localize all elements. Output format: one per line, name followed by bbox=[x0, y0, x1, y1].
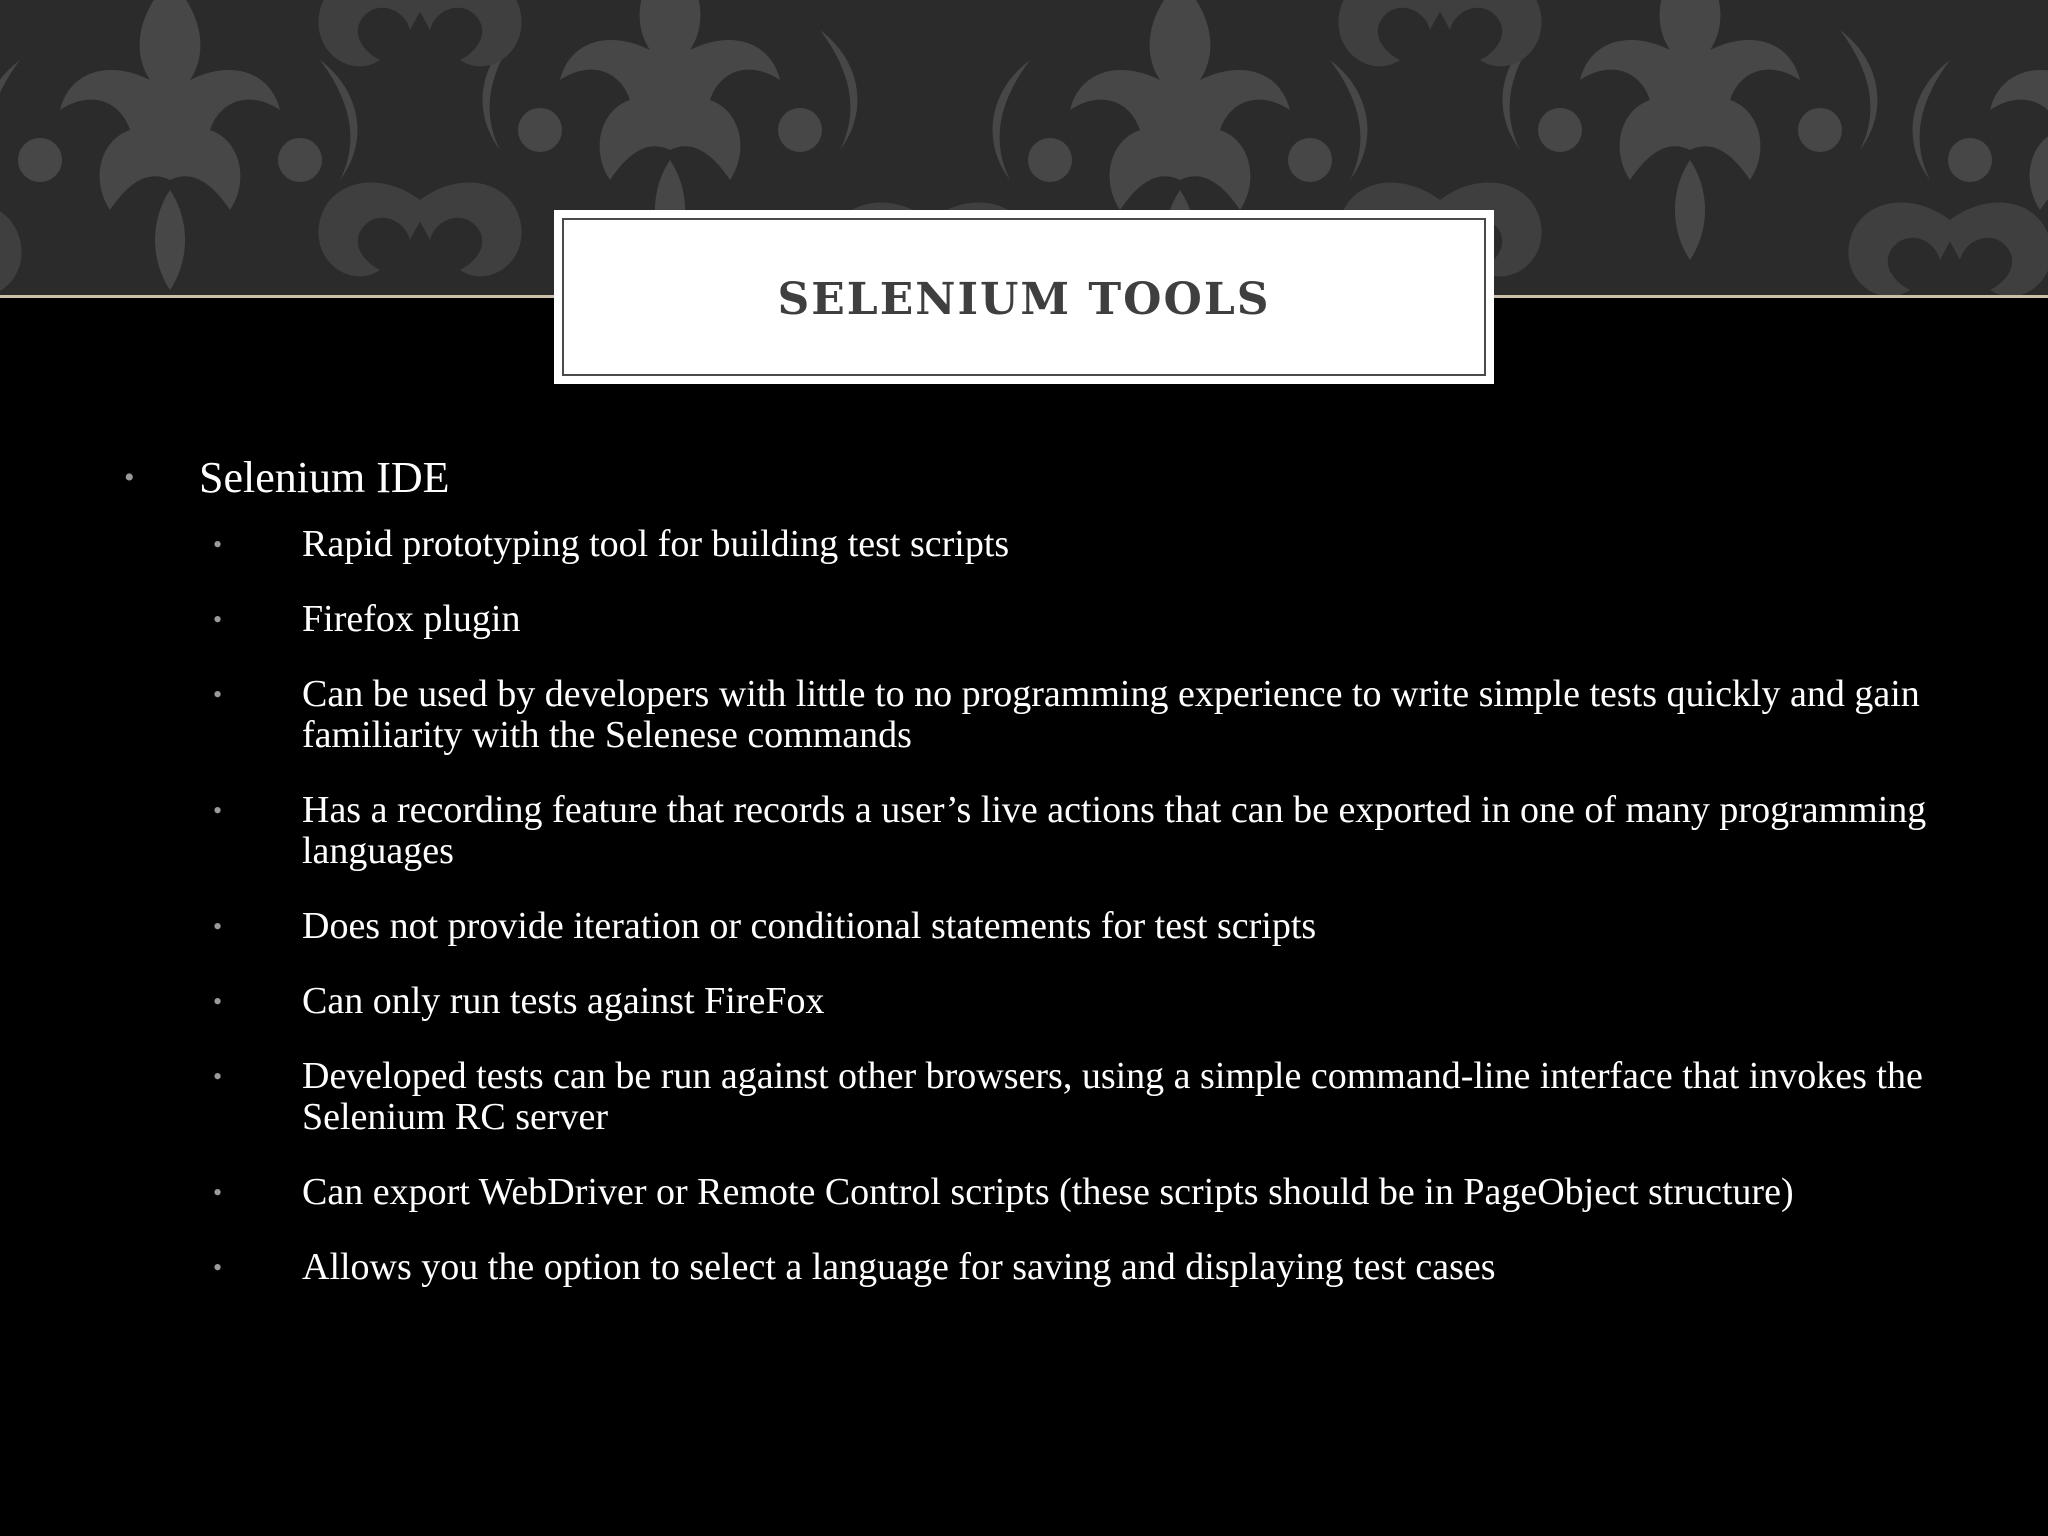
sub-bullet-text: Developed tests can be run against other browsers, using a simple command-line interface that invokes the Selenium RC server bbox=[302, 1055, 1923, 1138]
sub-bullet-item bbox=[0, 599, 2048, 640]
sub-bullet-item bbox=[0, 1172, 2048, 1213]
bullet-dot-icon: • bbox=[213, 605, 223, 634]
bullet-item-main bbox=[0, 452, 2048, 504]
sub-bullet-item bbox=[0, 981, 2048, 1022]
sub-bullet-item bbox=[0, 1247, 2048, 1288]
sub-bullet-text: Rapid prototyping tool for building test scripts bbox=[302, 523, 1010, 565]
bullet-text: Selenium IDE bbox=[199, 453, 450, 502]
title-frame bbox=[562, 218, 1486, 376]
bullet-dot-icon: • bbox=[213, 1062, 223, 1091]
bullet-dot-icon: • bbox=[213, 680, 223, 709]
slide-content bbox=[0, 452, 2048, 1322]
sub-bullet-text: Can be used by developers with little to no programming experience to write simple tests quickly and gain familiarity with the Selenese commands bbox=[302, 673, 1920, 756]
bullet-dot-icon: • bbox=[213, 1178, 223, 1207]
sub-bullet-text: Can only run tests against FireFox bbox=[302, 980, 825, 1022]
sub-bullet-text: Can export WebDriver or Remote Control scripts (these scripts should be in PageObject structure) bbox=[302, 1171, 1794, 1213]
sub-bullet-text: Allows you the option to select a language for saving and displaying test cases bbox=[302, 1246, 1496, 1288]
bullet-dot-icon: • bbox=[213, 530, 223, 559]
bullet-dot-icon: • bbox=[124, 461, 135, 494]
sub-bullet-item bbox=[0, 524, 2048, 565]
sub-bullet-text: Has a recording feature that records a user’s live actions that can be exported in one of many programming languages bbox=[302, 789, 1927, 872]
sub-bullet-text: Does not provide iteration or conditional statements for test scripts bbox=[302, 905, 1317, 947]
sub-bullet-item bbox=[0, 906, 2048, 947]
sub-bullet-item bbox=[0, 674, 2048, 756]
title-box bbox=[554, 210, 1494, 384]
slide-title: SELENIUM TOOLS bbox=[777, 273, 1271, 325]
bullet-dot-icon: • bbox=[213, 912, 223, 941]
bullet-dot-icon: • bbox=[213, 796, 223, 825]
sub-bullet-item bbox=[0, 790, 2048, 872]
sub-bullet-item bbox=[0, 1056, 2048, 1138]
bullet-dot-icon: • bbox=[213, 987, 223, 1016]
bullet-dot-icon: • bbox=[213, 1253, 223, 1282]
sub-bullet-text: Firefox plugin bbox=[302, 598, 521, 640]
